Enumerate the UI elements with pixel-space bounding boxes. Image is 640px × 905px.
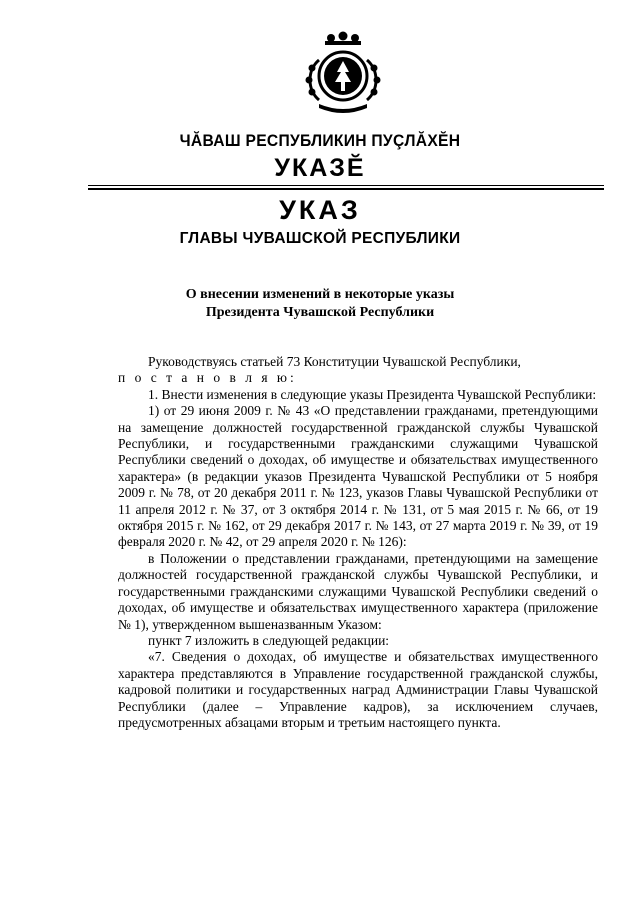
chuvash-emblem-icon	[297, 30, 389, 114]
chuvash-decree-word: УКАЗĔ	[274, 154, 366, 182]
paragraph-point7-text: «7. Сведения о доходах, об имуществе и обязательствах имущественного характера представляются в Управление государственной гражданской службы, кадровой политики и государственных наград Администрации Главы Чувашской Республики (далее – Управление кадров), за исключением случаев, предусмотренных абзацами вторым и третьим настоящего пункта.	[118, 649, 598, 730]
decree-verb: п о с т а н о в л я ю:	[118, 370, 297, 386]
paragraph-point7: пункт 7 изложить в следующей редакции:	[148, 632, 390, 648]
chuvash-header: ЧĂВАШ РЕСПУБЛИКИН ПУÇЛĂХĔН	[179, 131, 461, 150]
decree-title	[0, 286, 640, 322]
head-of-republic: ГЛАВЫ ЧУВАШСКОЙ РЕСПУБЛИКИ	[179, 230, 461, 247]
decree-title-line2: Президента Чувашской Республики	[205, 305, 435, 320]
decree-title-line1: О внесении изменений в некоторые указы	[185, 287, 455, 302]
header-rule-thin	[88, 185, 604, 186]
paragraph-1-1: 1) от 29 июня 2009 г. № 43 «О представлении гражданами, претендующими на замещение должностей государственной гражданской службы Чувашской Республики, и государственными гражданскими служащими Чувашской Республики сведений о доходах, об имуществе и обязательствах имущественного характера» (в редакции указов Президента Чувашской Республики от 5 ноября 2009 г. № 78, от 20 декабря 2011 г. № 123, указов Главы Чувашской Республики от 11 апреля 2012 г. № 37, от 3 октября 2014 г. № 131, от 5 мая 2015 г. № 66, от 19 октября 2015 г. № 162, от 29 декабря 2017 г. № 143, от 27 марта 2019 г. № 39, от 19 февраля 2020 г. № 42, от 29 апреля 2020 г. № 126):	[118, 403, 598, 550]
decree-body	[118, 354, 598, 731]
paragraph-regulation: в Положении о представлении гражданами, претендующими на замещение должностей государственной гражданской службы Чувашской Республики, и государственными гражданскими служащими Чувашской Республики сведений о доходах, об имуществе и обязательствах имущественного характера (приложение № 1), утвержденном вышеназванным Указом:	[118, 550, 598, 632]
paragraph-1: 1. Внести изменения в следующие указы Президента Чувашской Республики:	[148, 386, 597, 402]
decree-word: УКАЗ	[279, 195, 361, 225]
header-rule-thick	[88, 188, 604, 190]
preamble: Руководствуясь статьей 73 Конституции Чувашской Республики,	[148, 354, 521, 369]
